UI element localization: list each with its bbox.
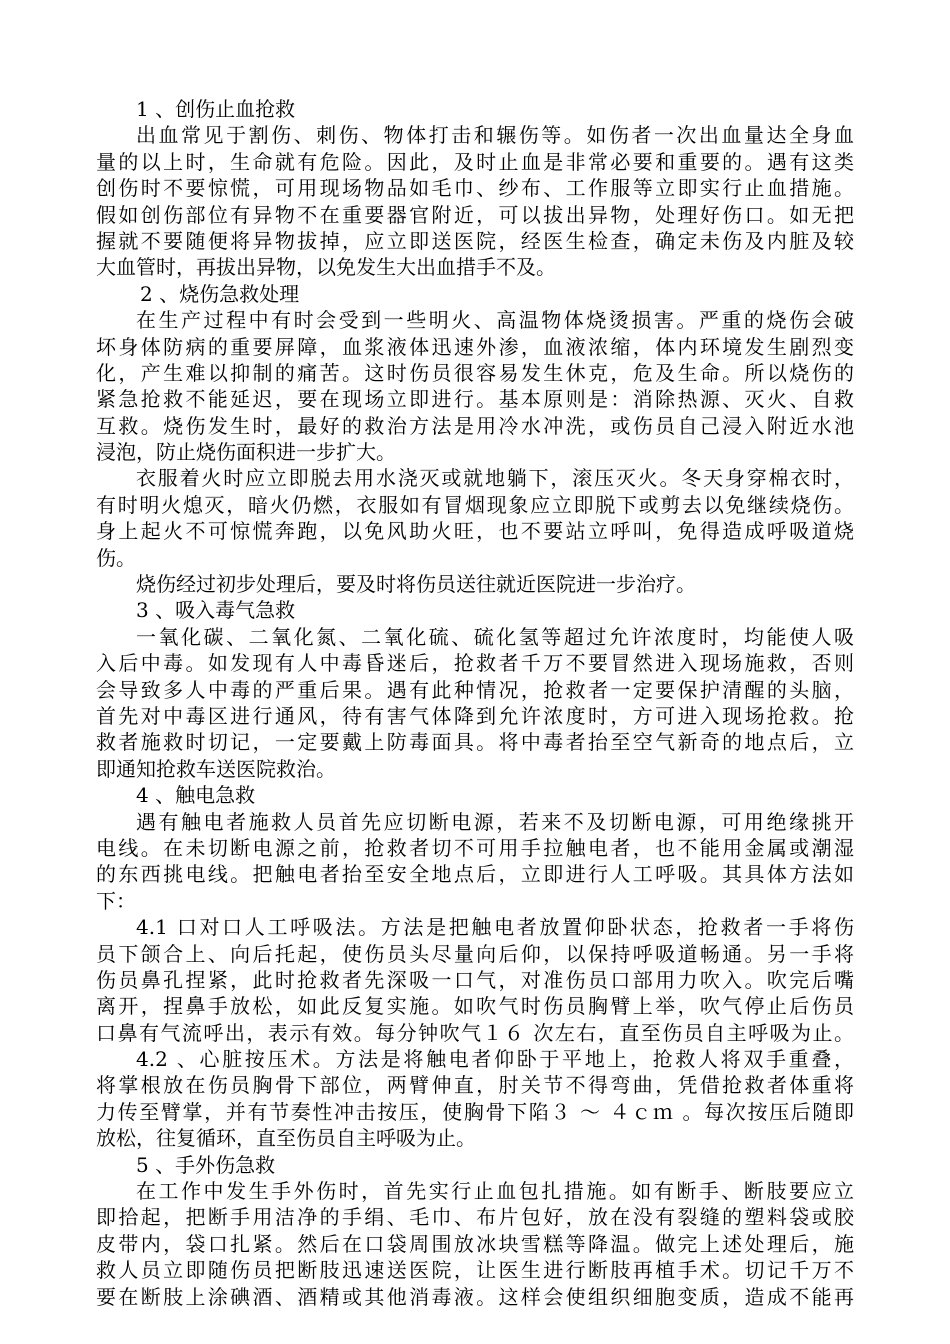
paragraph-line: 会导致多人中毒的严重后果。遇有此种情况，抢救者一定要保护清醒的头脑，	[96, 677, 854, 702]
paragraph-line: 伤员鼻孔捏紧，此时抢救者先深吸一口气，对准伤员口部用力吹入。吹完后嘴	[96, 967, 854, 992]
paragraph-line: 在工作中发生手外伤时，首先实行止血包扎措施。如有断手、断肢要应立	[136, 1179, 854, 1204]
paragraph-line: 衣服着火时应立即脱去用水浇灭或就地躺下，滚压灭火。冬天身穿棉衣时，	[136, 466, 854, 491]
paragraph-line: 下：	[96, 888, 136, 913]
paragraph-line: 皮带内，袋口扎紧。然后在口袋周围放冰块雪糕等降温。做完上述处理后，施	[96, 1231, 854, 1256]
paragraph-line: 坏身体防病的重要屏障，血浆液体迅速外渗，血液浓缩，体内环境发生剧烈变	[96, 334, 854, 359]
section-heading: 1 、创伤止血抢救	[136, 97, 296, 121]
paragraph-line: 的东西挑电线。把触电者抬至安全地点后，立即进行人工呼吸。其具体方法如	[96, 862, 854, 887]
paragraph-line: 救人员立即随伤员把断肢迅速送医院，让医生进行断肢再植手术。切记千万不	[96, 1258, 854, 1283]
paragraph-line: 出血常见于割伤、刺伤、物体打击和辗伤等。如伤者一次出血量达全身血	[136, 123, 854, 148]
paragraph-line: 在生产过程中有时会受到一些明火、高温物体烧烫损害。严重的烧伤会破	[136, 308, 854, 333]
paragraph-line: 量的以上时，生命就有危险。因此，及时止血是非常必要和重要的。遇有这类	[96, 149, 854, 174]
paragraph-line: 首先对中毒区进行通风，待有害气体降到允许浓度时，方可进入现场抢救。抢	[96, 703, 854, 728]
paragraph-line: 有时明火熄灭，暗火仍燃，衣服如有冒烟现象应立即脱下或剪去以免继续烧伤。	[96, 492, 854, 517]
paragraph-line: 入后中毒。如发现有人中毒昏迷后，抢救者千万不要冒然进入现场施救，否则	[96, 651, 854, 676]
paragraph-line: 放松，往复循环，直至伤员自主呼吸为止。	[96, 1126, 476, 1151]
paragraph-line: 化，产生难以抑制的痛苦。这时伤员很容易发生休克，危及生命。所以烧伤的	[96, 360, 854, 385]
paragraph-line: 大血管时，再拔出异物，以免发生大出血措手不及。	[96, 255, 556, 280]
paragraph-line: 伤。	[96, 545, 136, 570]
paragraph-line: 一氧化碳、二氧化氮、二氧化硫、硫化氢等超过允许浓度时，均能使人吸	[136, 624, 854, 649]
paragraph-line: 4.1 口对口人工呼吸法。方法是把触电者放置仰卧状态，抢救者一手将伤	[136, 915, 854, 940]
paragraph-line: 口鼻有气流呼出，表示有效。每分钟吹气１６ 次左右，直至伤员自主呼吸为止。	[96, 1020, 854, 1045]
section-heading: 5 、手外伤急救	[136, 1152, 276, 1177]
paragraph-line: 要在断肢上涂碘酒、酒精或其他消毒液。这样会使组织细胞变质，造成不能再	[96, 1284, 854, 1309]
paragraph-line: 离开，捏鼻手放松，如此反复实施。如吹气时伤员胸臂上举，吹气停止后伤员	[96, 994, 854, 1019]
paragraph-line: 紧急抢救不能延迟，要在现场立即进行。基本原则是：消除热源、灭火、自救	[96, 387, 854, 412]
paragraph-line: 创伤时不要惊慌，可用现场物品如毛巾、纱布、工作服等立即实行止血措施。	[96, 176, 854, 201]
paragraph-line: 员下颌合上、向后托起，使伤员头尽量向后仰，以保持呼吸道畅通。另一手将	[96, 941, 854, 966]
paragraph-line: 浸泡，防止烧伤面积进一步扩大。	[96, 440, 396, 465]
paragraph-line: 假如创伤部位有异物不在重要器官附近，可以拔出异物，处理好伤口。如无把	[96, 202, 854, 227]
document-body	[96, 96, 854, 1310]
section-heading: 2 、烧伤急救处理	[140, 281, 300, 306]
section-heading: 3 、吸入毒气急救	[136, 598, 296, 623]
section-heading: 4 、触电急救	[136, 783, 256, 808]
paragraph-line: 4.2 、心脏按压术。方法是将触电者仰卧于平地上，抢救人将双手重叠，	[136, 1047, 854, 1072]
paragraph-line: 救者施救时切记，一定要戴上防毒面具。将中毒者抬至空气新奇的地点后，立	[96, 730, 854, 755]
paragraph-line: 身上起火不可惊慌奔跑，以免风助火旺，也不要站立呼叫，免得造成呼吸道烧	[96, 519, 854, 544]
paragraph-line: 遇有触电者施救人员首先应切断电源，若来不及切断电源，可用绝缘挑开	[136, 809, 854, 834]
paragraph-line: 电线。在未切断电源之前，抢救者切不可用手拉触电者，也不能用金属或潮湿	[96, 835, 854, 860]
paragraph-line: 将掌根放在伤员胸骨下部位，两臂伸直，肘关节不得弯曲，凭借抢救者体重将	[96, 1073, 854, 1098]
paragraph-line: 握就不要随便将异物拔掉，应立即送医院，经医生检查，确定未伤及内脏及较	[96, 228, 854, 253]
paragraph-line: 力传至臂掌，并有节奏性冲击按压，使胸骨下陷３ ～ ４ｃｍ 。每次按压后随即	[96, 1099, 854, 1124]
paragraph-line: 即拾起，把断手用洁净的手绢、毛巾、布片包好，放在没有裂缝的塑料袋或胶	[96, 1205, 854, 1230]
paragraph-line: 即通知抢救车送医院救治。	[96, 756, 336, 781]
paragraph-line: 烧伤经过初步处理后，要及时将伤员送往就近医院进一步治疗。	[136, 572, 696, 597]
paragraph-line: 互救。烧伤发生时，最好的救治方法是用冷水冲洗，或伤员自己浸入附近水池	[96, 413, 854, 438]
